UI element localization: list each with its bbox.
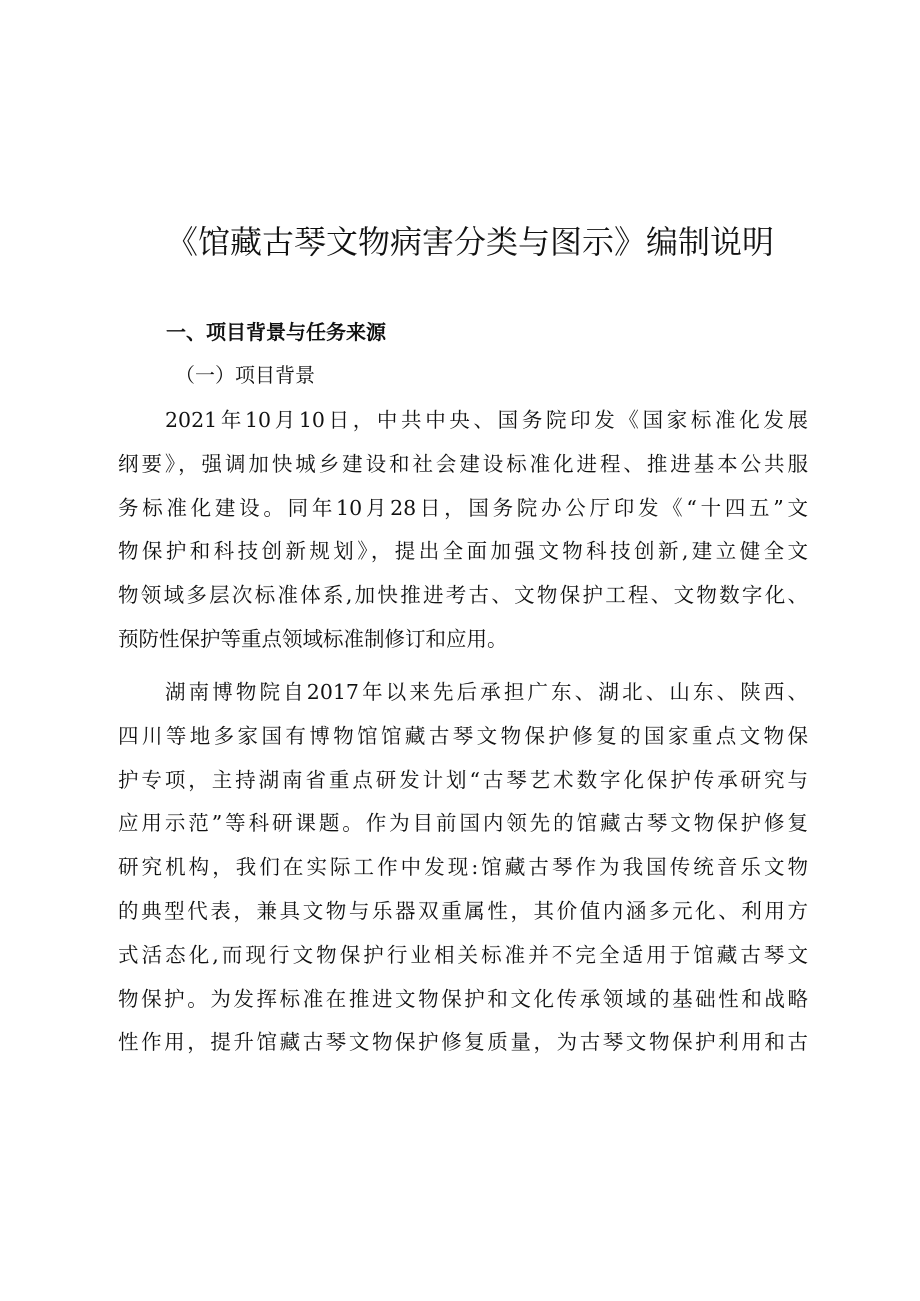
- paragraph-line: 的典型代表，兼具文物与乐器双重属性，其价值内涵多元化、利用方: [118, 898, 808, 923]
- paragraph-line: 务标准化建设。同年10月28日，国务院办公厅印发《“十四五”文: [118, 495, 808, 520]
- paragraph-line: 护专项，主持湖南省重点研发计划“古琴艺术数字化保护传承研究与: [118, 767, 808, 792]
- paragraph-line: 物保护。为发挥标准在推进文物保护和文化传承领域的基础性和战略: [118, 986, 808, 1011]
- subsection-heading: （一）项目背景: [175, 363, 315, 387]
- paragraph-line: 应用示范”等科研课题。作为目前国内领先的馆藏古琴文物保护修复: [118, 811, 808, 836]
- paragraph-1: [118, 399, 808, 662]
- paragraph-line: 预防性保护等重点领域标准制修订和应用。: [118, 626, 508, 651]
- paragraph-line: 纲要》，强调加快城乡建设和社会建设标准化进程、推进基本公共服: [118, 451, 808, 476]
- section-heading: 一、项目背景与任务来源: [166, 320, 386, 344]
- paragraph-line: 四川等地多家国有博物馆馆藏古琴文物保护修复的国家重点文物保: [118, 723, 808, 748]
- paragraph-line: 物领域多层次标准体系,加快推进考古、文物保护工程、文物数字化、: [118, 583, 808, 608]
- paragraph-2: [118, 671, 808, 1065]
- paragraph-line: 研究机构，我们在实际工作中发现:馆藏古琴作为我国传统音乐文物: [118, 855, 808, 880]
- paragraph-line: 性作用，提升馆藏古琴文物保护修复质量，为古琴文物保护利用和古: [118, 1030, 808, 1055]
- paragraph-line: 式活态化,而现行文物保护行业相关标准并不完全适用于馆藏古琴文: [118, 942, 808, 967]
- paragraph-line: 物保护和科技创新规划》，提出全面加强文物科技创新,建立健全文: [118, 539, 808, 564]
- document-title: 《馆藏古琴文物病害分类与图示》编制说明: [165, 223, 774, 261]
- paragraph-line: 2021年10月10日，中共中央、国务院印发《国家标准化发展: [165, 408, 808, 432]
- paragraph-line: 湖南博物院自2017年以来先后承担广东、湖北、山东、陕西、: [165, 680, 808, 704]
